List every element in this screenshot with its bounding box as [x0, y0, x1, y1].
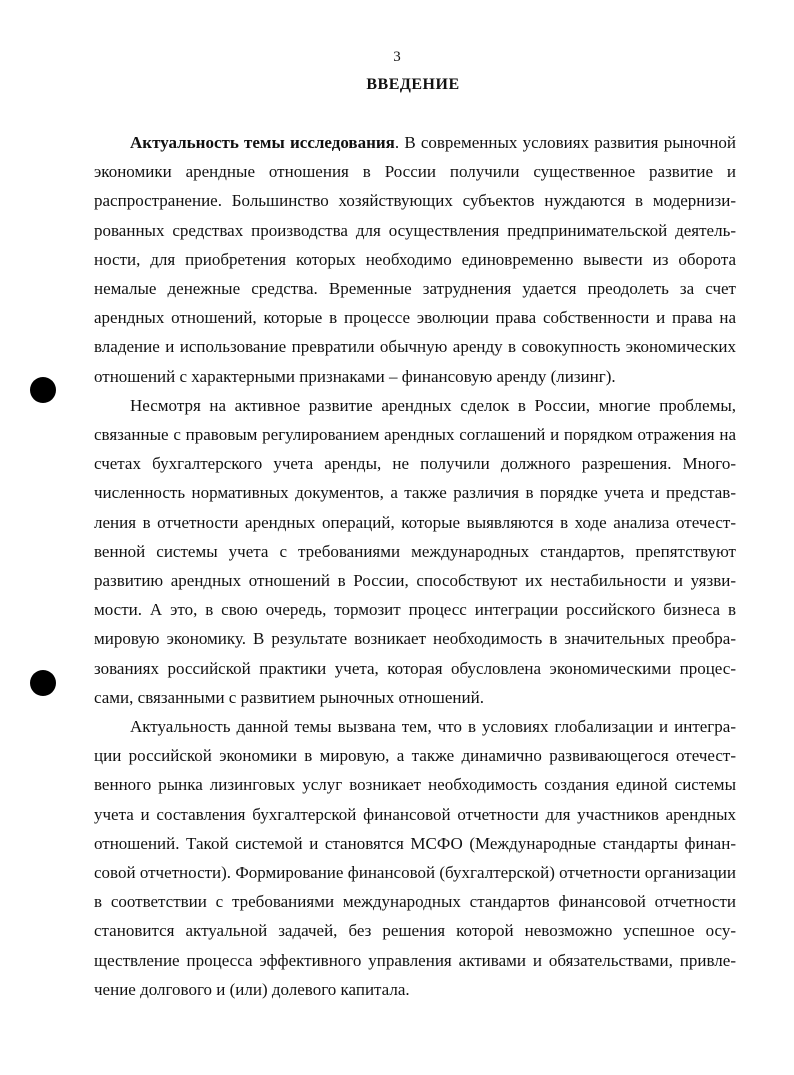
punch-hole-mark [30, 670, 56, 696]
paragraph-text: . В современных условиях развития рыночной экономики арендные отношения в России получили существенное развитие и распространение. Большинство хозяйствующих субъектов нуждаются в модернизированных средствах производства для осуществления предпринимательской деятельности, для приобретения которых необходимо единовременно вывести из оборота немалые денежные средства. Временные затруднения удается преодолеть за счет арендных отношений, которые в процессе эволюции права собственности и права на владение и использование превратили обычную аренду в совокупность экономических отношений с характерными признаками – финансовую аренду (лизинг). [94, 133, 737, 386]
page-title: ВВЕДЕНИЕ [366, 76, 460, 93]
body-text [94, 128, 736, 1004]
paragraph-lead: Актуальность темы исследования [130, 133, 395, 152]
paragraph-problems: Несмотря на активное развитие арендных сделок в России, многие проблемы, связанные с правовым регулированием арендных соглашений и порядком отражения на счетах бухгалтерского учета аренды, не получили должного разрешения. Многочисленность нормативных документов, а также различия в порядке учета и представления в отчетности арендных операций, которые выявляются в ходе анализа отечественной системы учета с требованиями международных стандартов, препятствуют развитию арендных отношений в России, способствуют их нестабильности и уязвимости. А это, в свою очередь, тормозит процесс интеграции российского бизнеса в мировую экономику. В результате возникает необходимость в значительных преобразованиях российской практики учета, которая обусловлена экономическими процессами, связанными с развитием рыночных отношений. [94, 395, 736, 707]
paragraph-ifrs: Актуальность данной темы вызвана тем, что в условиях глобализации и интеграции российской экономики в мировую, а также динамично развивающегося отечественного рынка лизинговых услуг возникает необходимость создания единой системы учета и составления бухгалтерской финансовой отчетности для участников арендных отношений. Такой системой и становятся МСФО (Международные стандарты финансовой отчетности). Формирование финансовой (бухгалтерской) отчетности организации в соответствии с требованиями международных стандартов финансовой отчетности становится актуальной задачей, без решения которой невозможно успешное осуществление процесса эффективного управления активами и обязательствами, привлечение долгового и (или) долевого капитала. [94, 717, 736, 999]
paragraph-relevance [94, 128, 736, 391]
page-number: 3 [393, 49, 401, 65]
punch-hole-mark [30, 377, 56, 403]
